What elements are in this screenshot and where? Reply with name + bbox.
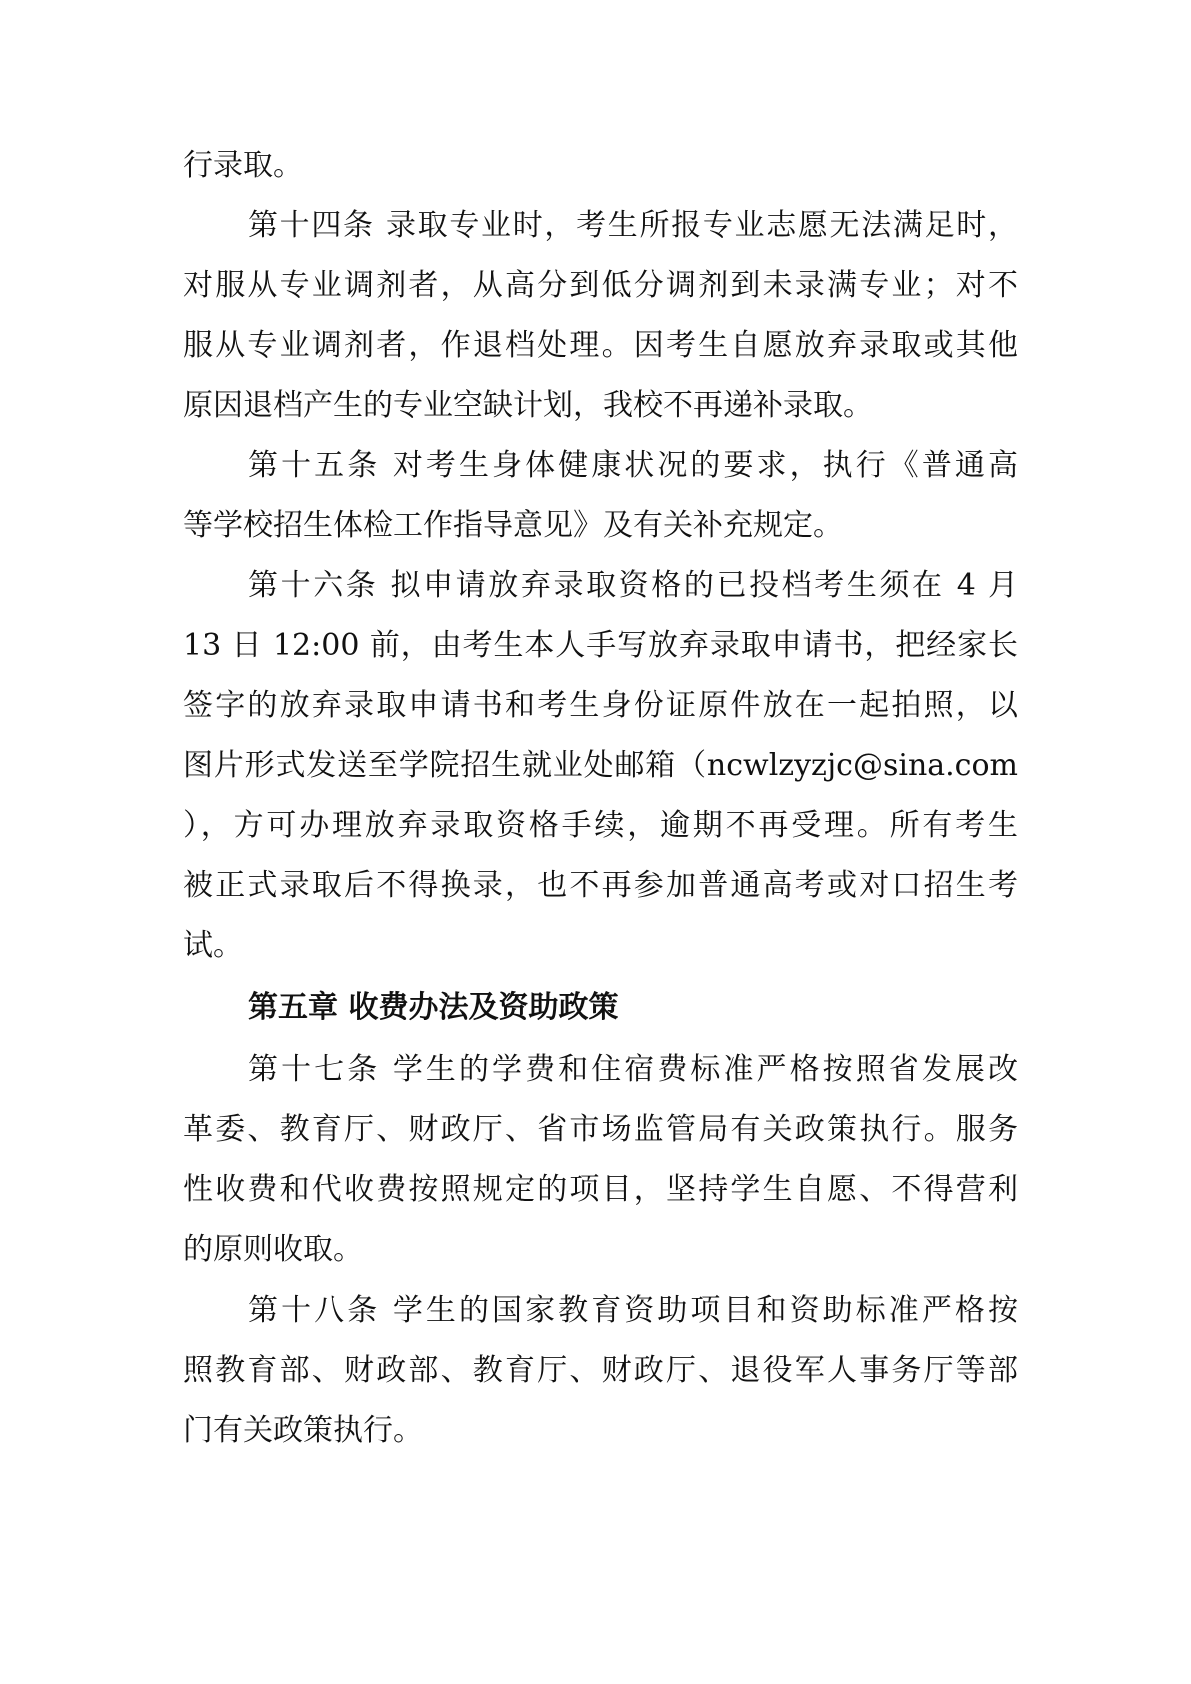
article-17-line-4: 的原则收取。 xyxy=(183,1232,363,1267)
article-17-line-2: 革委、教育厅、财政厅、省市场监管局有关政策执行。服务 xyxy=(183,1112,1018,1147)
article-15-line-2: 等学校招生体检工作指导意见》及有关补充规定。 xyxy=(183,508,843,543)
article-15-line-1: 第十五条 对考生身体健康状况的要求，执行《普通高 xyxy=(248,448,1018,483)
article-16-line-5: ），方可办理放弃录取资格手续，逾期不再受理。所有考生 xyxy=(183,808,1018,843)
article-16-line-6: 被正式录取后不得换录，也不再参加普通高考或对口招生考 xyxy=(183,868,1018,903)
article-16-line-1: 第十六条 拟申请放弃录取资格的已投档考生须在 4 月 xyxy=(248,568,1018,603)
article-14-line-2: 对服从专业调剂者，从高分到低分调剂到未录满专业；对不 xyxy=(183,268,1018,303)
article-17-line-3: 性收费和代收费按照规定的项目，坚持学生自愿、不得营利 xyxy=(183,1172,1018,1207)
article-14-line-4: 原因退档产生的专业空缺计划，我校不再递补录取。 xyxy=(183,388,873,423)
article-18-line-3: 门有关政策执行。 xyxy=(183,1413,423,1448)
article-18-line-1: 第十八条 学生的国家教育资助项目和资助标准严格按 xyxy=(248,1293,1018,1328)
article-16-line-3: 签字的放弃录取申请书和考生身份证原件放在一起拍照，以 xyxy=(183,688,1018,723)
chapter-5-heading: 第五章 收费办法及资助政策 xyxy=(248,990,619,1025)
article-16-line-2: 13 日 12:00 前，由考生本人手写放弃录取申请书，把经家长 xyxy=(183,628,1018,663)
article-18-line-2: 照教育部、财政部、教育厅、财政厅、退役军人事务厅等部 xyxy=(183,1353,1018,1388)
article-16-line-7: 试。 xyxy=(183,928,243,963)
article-14-line-1: 第十四条 录取专业时，考生所报专业志愿无法满足时， xyxy=(248,208,1018,243)
article-14-line-3: 服从专业调剂者，作退档处理。因考生自愿放弃录取或其他 xyxy=(183,328,1018,363)
article-16-line-4: 图片形式发送至学院招生就业处邮箱（ncwlzyzjc@sina.com xyxy=(183,748,1018,783)
paragraph-13-line-end: 行录取。 xyxy=(183,148,303,183)
article-17-line-1: 第十七条 学生的学费和住宿费标准严格按照省发展改 xyxy=(248,1052,1018,1087)
